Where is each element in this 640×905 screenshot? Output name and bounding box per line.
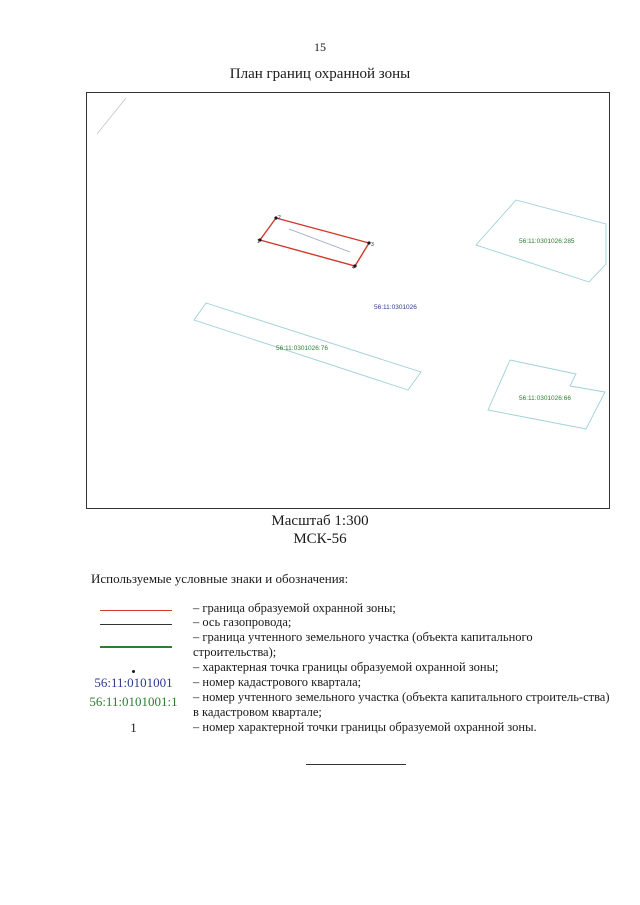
zone-point-label-2: 2 [278,215,281,221]
legend-heading: Используемые условные знаки и обозначения: [91,571,349,586]
legend-symbol-dark-line [100,624,172,625]
legend-desc: – номер характерной точки границы образуемой охранной зоны. [193,720,537,734]
map-canvas [86,92,610,509]
legend-desc: – характерная точка границы образуемой охранной зоны; [193,660,499,674]
legend-item-parcel-number [86,690,616,722]
map-frame [86,92,610,509]
legend-desc: – ось газопровода; [193,615,292,629]
legend-symbol-red-line [100,610,172,611]
legend-symbol-number: 1 [130,720,137,735]
legend-symbol-blue-text: 56:11:0101001 [94,675,173,690]
parcel-76-label: 56:11:0301026:76 [276,345,328,352]
legend-desc: – граница учтенного земельного участка (объекта капитального строительства); [193,630,533,659]
quarter-label: 56:11:0301026 [374,304,417,311]
legend-desc: – номер кадастрового квартала; [193,675,362,689]
legend-symbol-green-line [100,646,172,648]
legend-desc: – граница образуемой охранной зоны; [193,601,396,615]
zone-point-label-4: 4 [352,265,355,271]
zone-point-label-3: 3 [371,242,374,248]
legend-desc: – номер учтенного земельного участка (объекта капитального строитель-ства) в кадастровом квартале; [193,690,610,719]
parcel-285-label: 56:11:0301026:285 [519,238,575,245]
plan-title: План границ охранной зоны [229,66,411,82]
crs-label: МСК-56 [293,531,347,547]
bottom-rule [306,764,406,765]
legend-symbol-green-text: 56:11:0101001:1 [89,694,178,709]
legend-item-parcel-boundary [86,630,616,662]
page-number: 15 [314,40,326,54]
parcel-66-label: 56:11:0301026:66 [519,395,571,402]
scale-label: Масштаб 1:300 [271,513,369,529]
zone-point-label-1: 1 [257,239,260,245]
map-border [87,93,610,509]
